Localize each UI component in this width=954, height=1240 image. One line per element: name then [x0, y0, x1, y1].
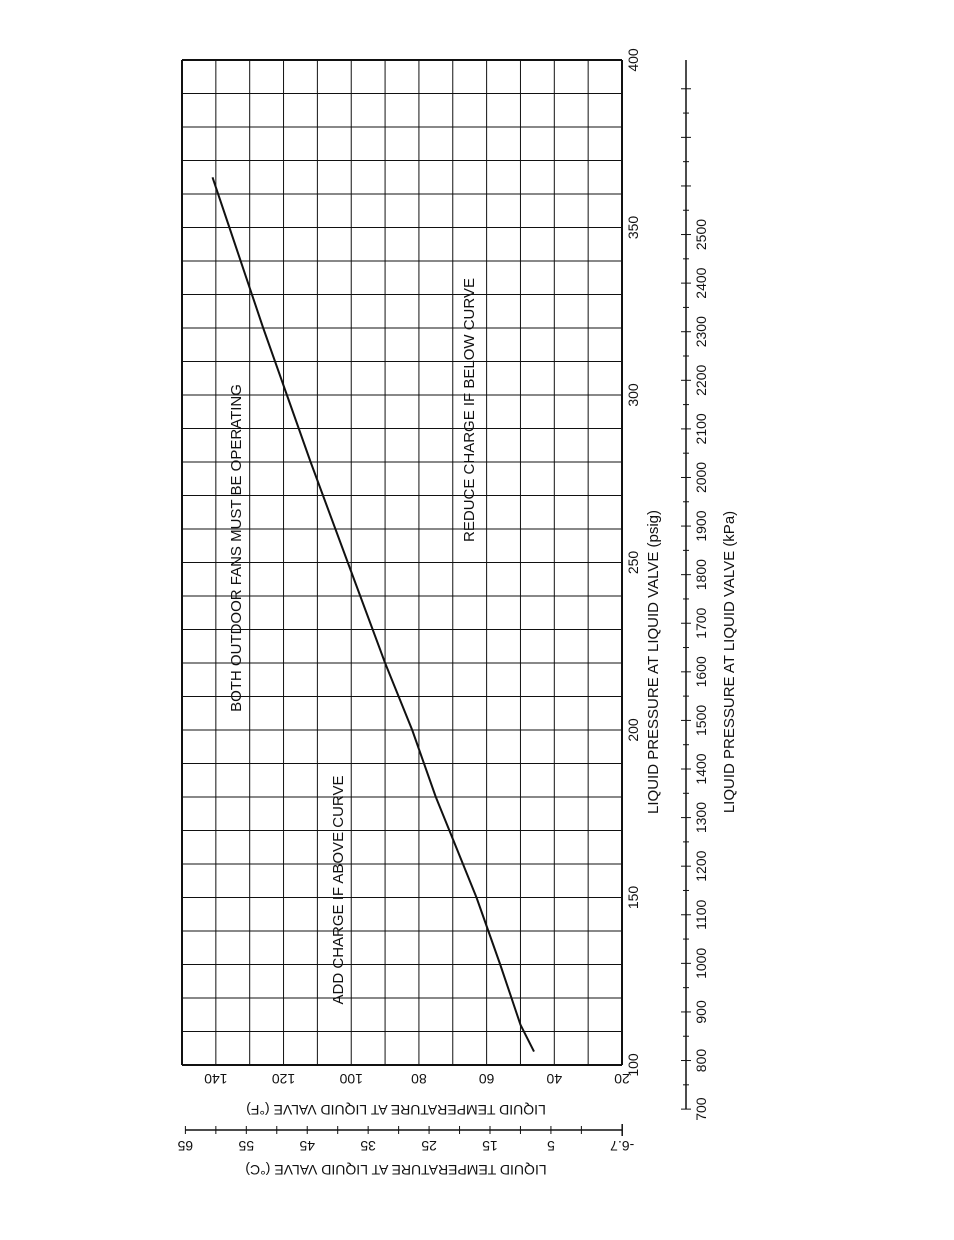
x-tick-label-kpa: 1000 — [693, 947, 709, 979]
x-tick-label-kpa: 2500 — [693, 218, 709, 251]
x-tick-label-kpa: 1100 — [693, 899, 709, 930]
y-tick-label-celsius: 25 — [421, 1138, 437, 1154]
x-tick-label-kpa: 1800 — [693, 559, 709, 591]
x-axis-title-kpa: LIQUID PRESSURE AT LIQUID VALVE (kPa) — [721, 510, 738, 814]
y-tick-label-fahrenheit: 120 — [271, 1071, 296, 1087]
charging-curve-line — [213, 177, 535, 1051]
y-axis-title-fahrenheit: LIQUID TEMPERATURE AT LIQUID VALVE (°F) — [246, 1102, 546, 1118]
x-tick-label-kpa: 1200 — [693, 850, 709, 882]
y-tick-label-fahrenheit: 60 — [478, 1071, 495, 1087]
x-tick-label-kpa: 1700 — [693, 607, 709, 639]
y-tick-label-fahrenheit: 80 — [411, 1071, 427, 1087]
x-tick-label-kpa: 2100 — [693, 413, 709, 445]
x-tick-label-kpa: 2200 — [693, 364, 709, 396]
x-tick-label-psig: 350 — [625, 215, 641, 240]
chart-series — [213, 177, 535, 1051]
x-tick-label-psig: 400 — [625, 48, 641, 72]
x-tick-label-kpa: 900 — [693, 1000, 709, 1024]
y-tick-label-celsius: 35 — [360, 1138, 376, 1154]
x-axis-title-psig: LIQUID PRESSURE AT LIQUID VALVE (psig) — [645, 510, 662, 814]
y-tick-label-celsius: 5 — [547, 1138, 555, 1154]
x-tick-label-kpa: 1400 — [693, 753, 709, 785]
y-axis-title-celsius: LIQUID TEMPERATURE AT LIQUID VALVE (°C) — [245, 1162, 547, 1178]
y-tick-label-fahrenheit: 20 — [614, 1071, 630, 1087]
y-tick-label-celsius: 45 — [299, 1138, 316, 1154]
x-tick-label-kpa: 1900 — [693, 510, 709, 542]
y-tick-label-celsius: -6.7 — [610, 1138, 635, 1154]
x-tick-label-psig: 200 — [625, 718, 641, 742]
x-tick-label-kpa: 2300 — [693, 316, 709, 348]
annotation-reduce-charge: REDUCE CHARGE IF BELOW CURVE — [461, 278, 478, 542]
x-tick-label-kpa: 1600 — [693, 656, 709, 688]
x-tick-label-psig: 150 — [625, 885, 641, 910]
x-tick-label-psig: 250 — [625, 550, 641, 575]
y-tick-label-fahrenheit: 40 — [546, 1071, 563, 1087]
x-tick-label-kpa: 800 — [693, 1048, 709, 1073]
annotation-fans-operating: BOTH OUTDOOR FANS MUST BE OPERATING — [228, 384, 245, 712]
x-tick-label-kpa: 2400 — [693, 267, 709, 299]
y-tick-label-celsius: 15 — [482, 1138, 498, 1154]
x-tick-label-kpa: 2000 — [693, 461, 709, 494]
chart-axes — [177, 48, 709, 1154]
annotation-add-charge: ADD CHARGE IF ABOVE CURVE — [330, 775, 347, 1005]
chart-grid — [182, 60, 622, 1065]
chart-labels — [228, 278, 738, 1178]
y-tick-label-celsius: 55 — [238, 1138, 255, 1154]
y-tick-label-fahrenheit: 140 — [204, 1071, 228, 1087]
x-tick-label-kpa: 700 — [693, 1097, 709, 1121]
y-tick-label-fahrenheit: 100 — [339, 1071, 363, 1087]
x-tick-label-psig: 300 — [625, 383, 641, 407]
x-tick-label-psig: 100 — [625, 1053, 641, 1077]
y-tick-label-celsius: 65 — [177, 1138, 194, 1154]
x-tick-label-kpa: 1300 — [693, 802, 709, 834]
x-tick-label-kpa: 1500 — [693, 704, 709, 736]
